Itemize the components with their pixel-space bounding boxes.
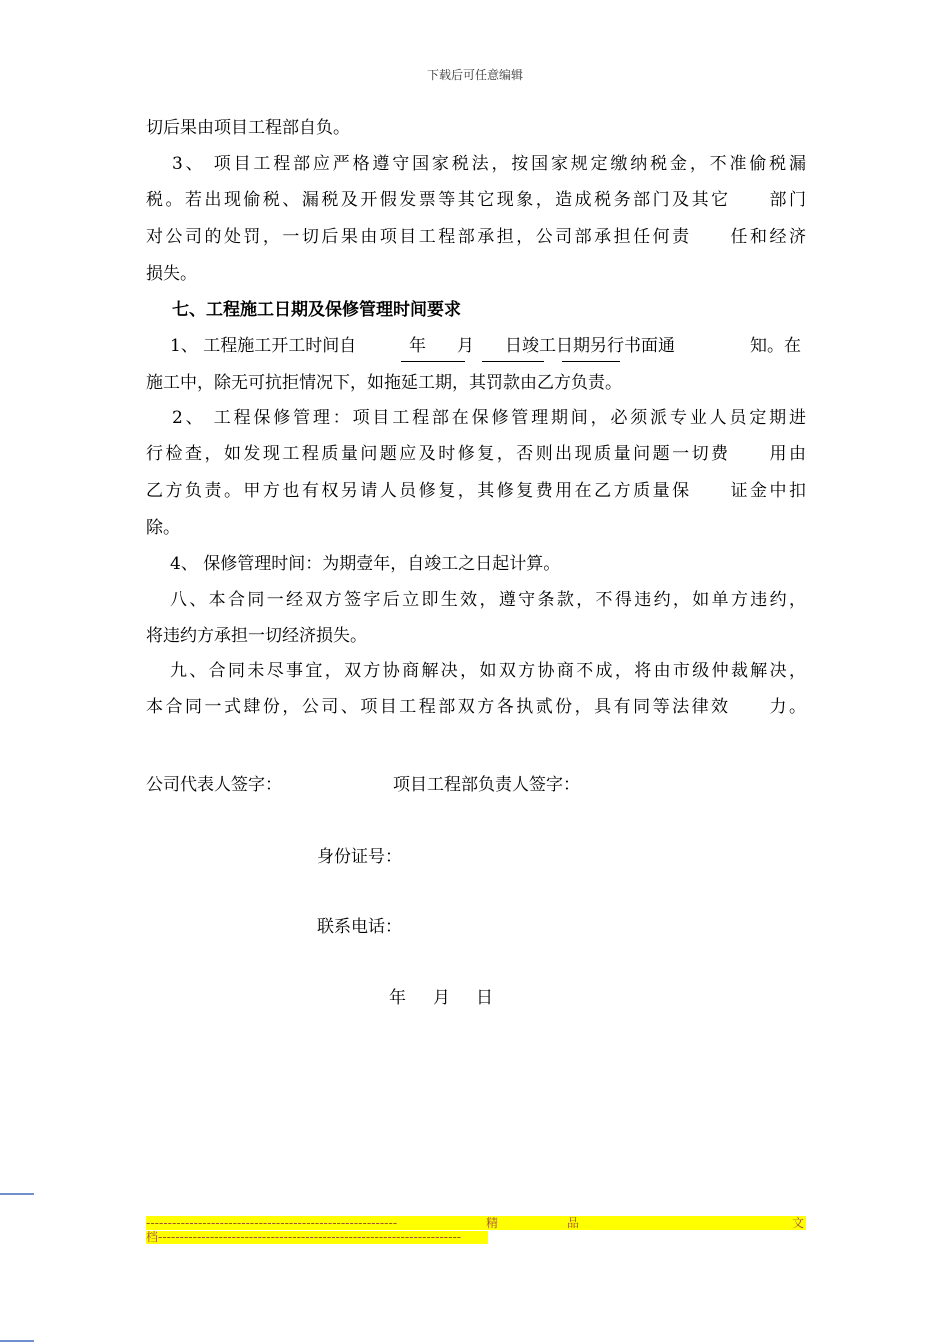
- project-head-signature-label: 项目工程部负责人签字：: [393, 775, 580, 795]
- paragraph-line: 乙方负责。甲方也有权另请人员修复，其修复费用在乙方质量保 证金中扣: [146, 481, 806, 501]
- paragraph-line: 将违约方承担一切经济损失。: [146, 626, 367, 646]
- blank-underline: [401, 361, 465, 362]
- notice-text: 知。在: [750, 336, 801, 356]
- clause-9: 九、合同未尽事宜，双方协商解决，如双方协商不成，将由市级仲裁解决，: [170, 661, 806, 681]
- paragraph-line: 对公司的处罚，一切后果由项目工程部承担，公司部承担任何责 任和经济: [146, 227, 806, 247]
- section-heading-7: 七、工程施工日期及保修管理时间要求: [172, 300, 461, 320]
- blank-underline: [482, 361, 544, 362]
- footer-char: 精: [486, 1216, 499, 1230]
- paragraph-line: 2、 工程保修管理：项目工程部在保修管理期间，必须派专业人员定期进: [172, 408, 806, 428]
- page-header: 下载后可任意编辑: [426, 68, 523, 82]
- page-edge-marker: [0, 1193, 34, 1195]
- company-rep-signature-label: 公司代表人签字：: [146, 775, 282, 795]
- paragraph-line: 本合同一式肆份，公司、项目工程部双方各执贰份，具有同等法律效 力。: [146, 697, 806, 717]
- footer-banner: [146, 1216, 806, 1230]
- paragraph-line: 除。: [146, 518, 180, 538]
- paragraph-line: 行检查，如发现工程质量问题应及时修复，否则出现质量问题一切费 用由: [146, 444, 806, 464]
- start-year-field: 年: [409, 336, 426, 356]
- paragraph-line: 3、 项目工程部应严格遵守国家税法，按国家规定缴纳税金，不准偷税漏: [172, 154, 806, 174]
- start-month-field: 月: [457, 336, 474, 356]
- id-number-label: 身份证号：: [317, 847, 402, 867]
- paragraph-line: 损失。: [146, 264, 197, 284]
- sign-date-year: 年: [389, 988, 406, 1008]
- paragraph-line: 切后果由项目工程部自负。: [146, 118, 350, 138]
- phone-label: 联系电话：: [317, 917, 402, 937]
- footer-char: 文: [792, 1216, 805, 1230]
- clause-8: 八、本合同一经双方签字后立即生效，遵守条款，不得违约，如单方违约，: [170, 590, 806, 610]
- start-date-label: 1、 工程施工开工时间自: [170, 336, 357, 356]
- footer-dashes: ----------------------------------------------------------: [146, 1216, 398, 1230]
- blank-underline: [562, 361, 620, 362]
- completion-date-text: 日竣工日期另行书面通: [505, 336, 675, 356]
- footer-banner-line2: 档----------------------------------------------------------------------: [146, 1231, 488, 1244]
- page-edge-marker: [0, 1340, 34, 1342]
- paragraph-line: 4、 保修管理时间：为期壹年，自竣工之日起计算。: [170, 554, 561, 574]
- paragraph-line: 施工中，除无可抗拒情况下，如拖延工期，其罚款由乙方负责。: [146, 373, 622, 393]
- paragraph-line: 税。若出现偷税、漏税及开假发票等其它现象，造成税务部门及其它 部门: [146, 190, 806, 210]
- sign-date-day: 日: [476, 988, 493, 1008]
- footer-char: 品: [567, 1216, 580, 1230]
- sign-date-month: 月: [433, 988, 450, 1008]
